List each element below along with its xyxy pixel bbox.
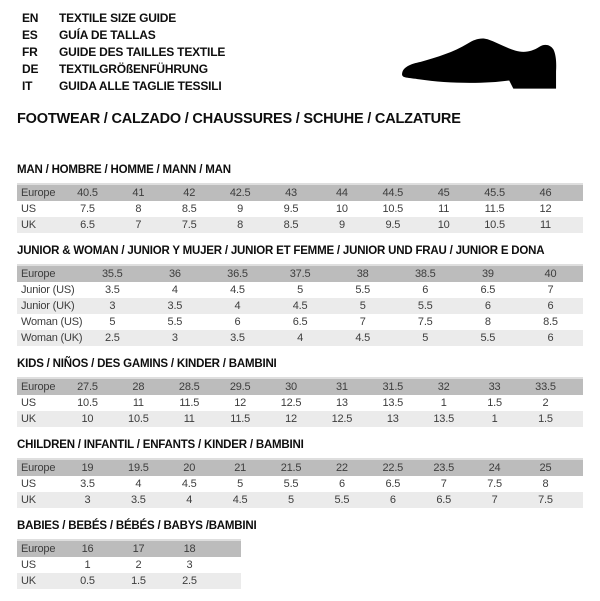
size-cell: 12 [234,397,247,409]
size-cell: 6 [338,478,345,490]
size-cell: 8 [237,219,244,231]
size-cell: 42.5 [229,187,251,199]
size-cell: 13.5 [433,413,454,425]
size-cell: 10 [81,413,94,425]
size-cell: 6.5 [80,219,95,231]
language-title: TEXTILE SIZE GUIDE [59,11,177,25]
table-row-europe [17,460,583,476]
size-cell: 7.5 [487,478,502,490]
language-row-en [22,10,225,27]
size-cell: 38.5 [414,268,436,280]
size-cell: 1 [491,413,498,425]
size-cell: 6.5 [480,284,496,296]
row-label: US [21,203,36,215]
size-cell: 7.5 [80,203,95,215]
row-label: Europe [21,381,56,393]
size-cell: 8 [135,203,142,215]
row-label: UK [21,494,36,506]
size-cell: 7.5 [417,316,433,328]
size-cell: 11 [132,397,144,409]
size-cell: 8.5 [181,203,197,215]
size-cell: 42 [183,187,196,199]
size-cell: 10.5 [77,397,98,409]
table-row-woman-us [17,314,583,330]
size-cell: 2 [135,559,142,571]
size-cell: 18 [183,543,196,555]
size-cell: 33 [488,381,501,393]
size-cell: 19.5 [128,462,149,474]
size-cell: 45.5 [484,187,505,199]
size-cell: 4 [297,332,304,344]
language-row-es [22,27,225,44]
size-cell: 31.5 [382,381,404,393]
row-label: Europe [21,268,56,280]
size-cell: 28 [132,381,145,393]
size-cell: 3 [186,559,193,571]
size-cell: 16 [81,543,94,555]
row-label: Woman (US) [21,316,83,328]
language-title: GUIDA ALLE TAGLIE TESSILI [59,79,222,93]
table-row-uk [17,217,583,233]
size-cell: 6 [389,494,396,506]
size-cell: 10.5 [484,219,505,231]
size-cell: 10.5 [382,203,404,215]
table-row-europe [17,379,583,395]
size-cell: 6.5 [436,494,452,506]
section-title-kids: KIDS / NIÑOS / DES GAMINS / KINDER / BAMBINI [17,358,277,370]
size-cell: 7.5 [181,219,197,231]
size-cell: 1 [440,397,447,409]
table-row-us [17,557,241,573]
size-cell: 5.5 [283,478,299,490]
size-cell: 12 [539,203,552,215]
size-cell: 1.5 [131,575,146,587]
size-cell: 6.5 [385,478,401,490]
section-title-man: MAN / HOMBRE / HOMME / MANN / MAN [17,164,231,176]
row-label: Europe [21,543,56,555]
size-cell: 5 [237,478,244,490]
size-cell: 9 [237,203,244,215]
table-row-europe [17,266,583,282]
row-label: UK [21,219,36,231]
row-label: US [21,397,36,409]
size-cell: 6 [547,300,554,312]
category-line: FOOTWEAR / CALZADO / CHAUSSURES / SCHUHE / CALZATURE [17,111,461,127]
table-row-us [17,201,583,217]
size-cell: 3.5 [167,300,183,312]
size-cell: 8.5 [543,316,558,328]
size-cell: 1 [84,559,91,571]
row-label: US [21,559,36,571]
size-cell: 38 [356,268,369,280]
size-cell: 44 [335,187,348,199]
size-cell: 11 [539,219,551,231]
size-cell: 22 [335,462,348,474]
size-cell: 12 [285,413,297,425]
size-cell: 32 [437,381,450,393]
dress-shoe-svg [397,33,572,97]
size-cell: 9.5 [385,219,401,231]
size-cell: 17 [132,543,145,555]
size-cell: 5 [288,494,294,506]
size-cell: 40.5 [77,187,98,199]
language-title: GUIDE DES TAILLES TEXTILE [59,45,226,59]
size-section-man [17,164,583,233]
row-label: US [21,478,36,490]
size-cell: 3 [109,300,116,312]
size-cell: 23.5 [433,462,454,474]
section-title-babies: BABIES / BEBÉS / BÉBÉS / BABYS /BAMBINI [17,520,257,532]
row-label: Woman (UK) [21,332,83,344]
size-cell: 7 [440,478,447,490]
table-row-uk [17,573,241,589]
size-section-children [17,439,583,508]
size-cell: 0.5 [80,575,95,587]
language-row-de [22,61,225,78]
table-row-uk [17,492,583,508]
size-cell: 31 [335,381,348,393]
size-cell: 5 [359,300,366,312]
size-tables [17,164,583,601]
size-cell: 33.5 [535,381,556,393]
size-cell: 4.5 [181,478,197,490]
language-code: EN [22,11,39,25]
size-cell: 36 [168,268,181,280]
size-cell: 6 [422,284,429,296]
row-label: UK [21,413,36,425]
size-cell: 10 [335,203,348,215]
size-cell: 12.5 [331,413,353,425]
size-cell: 9 [338,219,345,231]
table-row-europe [17,541,241,557]
size-cell: 35.5 [101,268,123,280]
table-row-junior-uk [17,298,583,314]
size-cell: 4 [135,478,142,490]
size-cell: 28.5 [178,381,200,393]
size-cell: 20 [183,462,196,474]
table-row-junior-us [17,282,583,298]
size-cell: 22.5 [382,462,404,474]
size-table-junior [17,264,583,346]
language-code: IT [22,79,33,93]
size-cell: 44.5 [382,187,404,199]
size-section-babies [17,520,583,589]
size-cell: 13 [335,397,348,409]
language-code: FR [22,45,38,59]
size-cell: 5.5 [334,494,350,506]
size-cell: 5 [297,284,304,296]
size-cell: 30 [285,381,297,393]
size-cell: 4 [171,284,178,296]
size-cell: 25 [539,462,552,474]
size-cell: 12.5 [280,397,302,409]
size-cell: 6 [234,316,241,328]
size-cell: 2.5 [182,575,197,587]
dress-shoe-icon [397,33,572,97]
size-cell: 45 [437,187,450,199]
table-row-us [17,395,583,411]
size-cell: 5.5 [417,300,433,312]
size-table-children [17,458,583,508]
size-cell: 36.5 [227,268,248,280]
size-cell: 4.5 [230,284,245,296]
size-cell: 5.5 [480,332,496,344]
size-table-babies [17,539,241,589]
size-cell: 3 [171,332,178,344]
language-row-fr [22,44,225,61]
size-cell: 3.5 [130,494,146,506]
size-cell: 27.5 [77,381,98,393]
table-row-woman-uk [17,330,583,346]
language-title: GUÍA DE TALLAS [59,28,156,42]
row-label: Europe [21,462,56,474]
size-cell: 4 [234,300,241,312]
size-cell: 5.5 [167,316,183,328]
size-cell: 7 [359,316,366,328]
size-cell: 6.5 [292,316,308,328]
size-cell: 3.5 [80,478,95,490]
size-cell: 3 [84,494,91,506]
size-cell: 5 [422,332,429,344]
size-cell: 2.5 [104,332,120,344]
size-cell: 46 [539,187,552,199]
size-cell: 11.5 [230,413,251,425]
size-cell: 8 [542,478,549,490]
table-row-uk [17,411,583,427]
size-cell: 29.5 [229,381,251,393]
size-cell: 1.5 [538,413,553,425]
size-cell: 4.5 [355,332,371,344]
section-title-junior: JUNIOR & WOMAN / JUNIOR Y MUJER / JUNIOR ET FEMME / JUNIOR UND FRAU / JUNIOR E DONA [17,245,545,257]
size-cell: 43 [285,187,297,199]
size-cell: 11.5 [179,397,200,409]
size-cell: 39 [481,268,494,280]
size-cell: 4.5 [232,494,248,506]
size-cell: 11.5 [484,203,505,215]
size-section-kids [17,358,583,427]
language-code: DE [22,62,39,76]
size-cell: 11 [438,203,450,215]
row-label: Junior (US) [21,284,75,296]
section-title-children: CHILDREN / INFANTIL / ENFANTS / KINDER / BAMBINI [17,439,304,451]
size-cell: 41 [132,187,145,199]
row-label: Europe [21,187,56,199]
size-cell: 8 [484,316,491,328]
table-row-us [17,476,583,492]
size-table-kids [17,377,583,427]
size-cell: 6 [547,332,554,344]
size-cell: 5 [109,316,116,328]
size-cell: 19 [81,462,94,474]
size-cell: 7 [547,284,554,296]
size-cell: 13 [386,413,399,425]
size-cell: 4.5 [292,300,308,312]
size-cell: 21 [234,462,247,474]
row-label: Junior (UK) [21,300,75,312]
size-cell: 13.5 [382,397,404,409]
size-cell: 11 [183,413,195,425]
size-cell: 3.5 [230,332,245,344]
row-label: UK [21,575,36,587]
size-cell: 4 [186,494,193,506]
table-row-europe [17,185,583,201]
size-cell: 7 [135,219,142,231]
size-cell: 21.5 [280,462,302,474]
size-cell: 37.5 [289,268,311,280]
size-cell: 6 [484,300,491,312]
size-table-man [17,183,583,233]
size-cell: 7 [491,494,498,506]
size-section-junior [17,245,583,346]
size-cell: 10.5 [128,413,149,425]
language-row-it [22,78,225,95]
size-cell: 7.5 [538,494,553,506]
size-cell: 2 [542,397,549,409]
size-cell: 1.5 [487,397,502,409]
size-cell: 10 [437,219,450,231]
language-title: TEXTILGRÖßENFÜHRUNG [59,62,208,76]
size-cell: 8.5 [283,219,299,231]
size-cell: 9.5 [283,203,299,215]
language-code: ES [22,28,38,42]
size-cell: 3.5 [104,284,120,296]
size-cell: 5.5 [355,284,371,296]
size-cell: 40 [544,268,557,280]
language-header [22,10,225,95]
size-cell: 24 [488,462,501,474]
